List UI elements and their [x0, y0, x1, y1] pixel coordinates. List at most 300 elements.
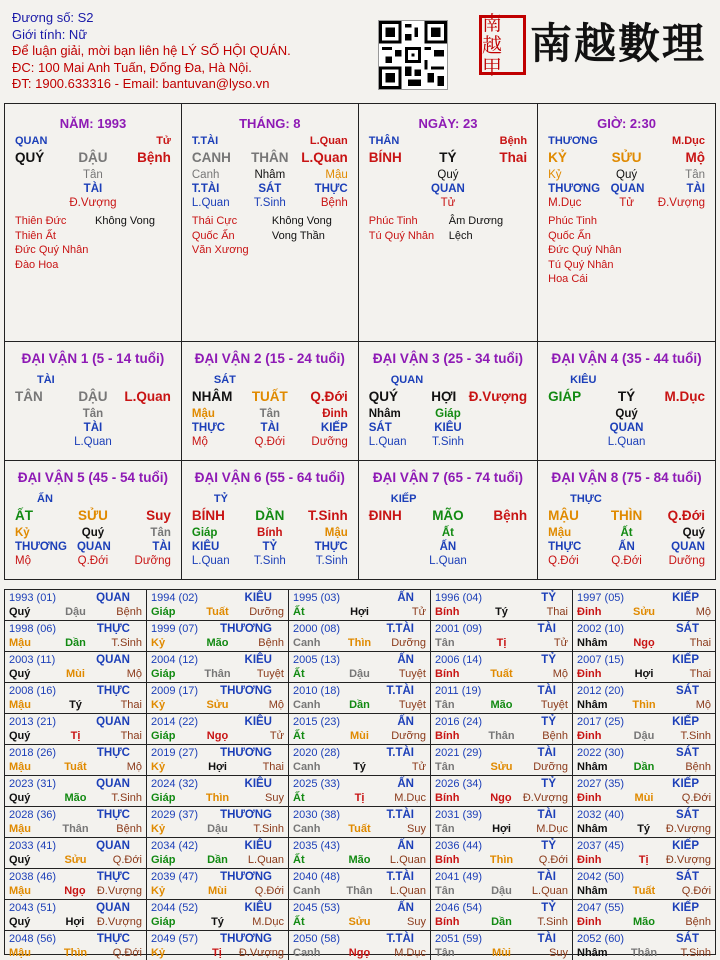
dai-van-life-stage-0: Mộ — [191, 436, 208, 448]
year-detail — [151, 729, 284, 743]
year-header — [9, 870, 142, 884]
year-detail — [9, 698, 142, 712]
year-header — [151, 715, 284, 729]
year-stem: Giáp — [151, 792, 176, 804]
logo-title: 南越數理 — [530, 19, 707, 68]
year-label: 1993 (01) — [9, 592, 57, 604]
year-label: 2011 (19) — [435, 685, 482, 697]
year-detail — [9, 822, 142, 836]
pillar-life-stage-0: L.Quan — [191, 197, 230, 209]
year-stem: Giáp — [151, 854, 176, 866]
dai-van-life-stage-1: L.Quan — [74, 436, 112, 448]
year-header — [293, 715, 426, 729]
year-detail — [293, 822, 426, 836]
year-stem: Đinh — [577, 668, 602, 680]
year-branch: Mùi — [492, 947, 511, 959]
year-cell — [289, 869, 431, 900]
year-detail — [435, 760, 568, 774]
year-life-stage: Suy — [407, 916, 426, 928]
pillar-hidden-gods-1: SÁT — [258, 183, 282, 195]
star-item: Vong Thần — [271, 229, 325, 242]
year-branch: Hợi — [350, 606, 369, 618]
year-ten-god: T.TÀI — [386, 871, 414, 883]
pillar-hidden-stems-2 — [477, 168, 527, 182]
year-life-stage: Tuyệt — [398, 668, 426, 680]
year-header — [9, 746, 142, 760]
year-header — [435, 746, 568, 760]
year-life-stage: Tử — [269, 730, 284, 742]
year-detail — [151, 853, 284, 867]
year-detail — [151, 636, 284, 650]
year-life-stage: M.Dục — [252, 916, 284, 928]
year-life-stage: Đ.Vượng — [96, 916, 142, 928]
year-stem: Tân — [435, 823, 455, 835]
year-ten-god: T.TÀI — [386, 747, 414, 759]
year-branch: Mùi — [208, 885, 227, 897]
year-branch: Dậu — [491, 885, 512, 897]
dai-van-hidden-stems-0: Giáp — [191, 526, 218, 539]
year-header — [293, 622, 426, 636]
year-label: 2025 (33) — [293, 778, 341, 790]
dai-van-hidden-gods — [186, 540, 354, 554]
dai-van-ten-god — [542, 492, 711, 506]
year-label: 2042 (50) — [577, 871, 625, 883]
dai-van-hidden-gods-2: THỰC — [314, 540, 348, 553]
year-cell — [5, 590, 147, 621]
year-detail — [9, 884, 142, 898]
year-ten-god: ẤN — [397, 778, 414, 790]
year-branch: Dậu — [633, 730, 655, 742]
year-stem: Canh — [293, 637, 321, 649]
year-branch: Thân — [204, 668, 231, 680]
dai-van-hidden-stems — [363, 526, 533, 540]
year-detail — [9, 946, 142, 960]
pillar-stem-branch — [9, 148, 177, 168]
year-branch: Hợi — [208, 761, 227, 773]
year-life-stage: Q.Đới — [112, 854, 142, 866]
year-ten-god: THỰC — [96, 623, 130, 635]
year-ten-god: THỰC — [96, 685, 130, 697]
year-detail — [435, 698, 568, 712]
year-life-stage: T.Sinh — [111, 792, 142, 804]
year-header — [577, 901, 711, 915]
year-branch: Thân — [346, 885, 373, 897]
stars-col-2 — [95, 214, 171, 272]
year-branch: Tý — [637, 823, 651, 835]
year-cell — [147, 776, 289, 807]
pillar-ten-god-1 — [423, 134, 473, 148]
year-branch: Ngọ — [348, 947, 371, 959]
year-header — [9, 901, 142, 915]
year-branch: Mão — [348, 854, 371, 866]
year-life-stage: Tử — [411, 761, 426, 773]
dai-van-stem-branch-1: TUẤT — [251, 389, 288, 404]
pillar-hidden-stems — [186, 168, 354, 182]
year-detail — [151, 760, 284, 774]
dai-van-hidden-stems-0: Kỷ — [15, 526, 30, 539]
dai-van-hidden-gods-2: KIẾP — [320, 422, 348, 434]
year-branch: Sửu — [64, 854, 87, 866]
year-branch: Tị — [496, 637, 507, 649]
year-stem: Tân — [435, 947, 455, 959]
pillar-stem-branch-2: Bệnh — [137, 150, 171, 165]
year-ten-god: ẤN — [397, 840, 414, 852]
year-label: 2030 (38) — [293, 809, 341, 821]
pillar-ten-god — [363, 134, 533, 148]
year-header — [151, 932, 284, 946]
year-header — [435, 591, 568, 605]
year-cell — [573, 652, 715, 683]
dai-van-hidden-stems-2: Tân — [150, 526, 171, 539]
year-life-stage: Q.Đới — [112, 947, 142, 959]
year-cell — [289, 590, 431, 621]
year-cell — [5, 776, 147, 807]
year-life-stage: Mộ — [268, 699, 284, 711]
pillar-hidden-gods — [363, 182, 533, 196]
dai-van-hidden-stems — [186, 526, 354, 540]
year-branch: Thân — [488, 730, 515, 742]
year-detail — [9, 853, 142, 867]
dai-van-ten-god-label: SÁT — [213, 374, 236, 386]
year-life-stage: Tử — [411, 606, 426, 618]
year-detail — [293, 729, 426, 743]
pillar-hidden-gods-0: THƯƠNG — [548, 183, 601, 195]
year-branch: Mùi — [350, 730, 369, 742]
year-branch: Tị — [354, 792, 365, 804]
year-label: 2007 (15) — [577, 654, 625, 666]
year-header — [9, 591, 142, 605]
pillar-stem-branch-1: SỬU — [611, 150, 642, 165]
year-detail — [577, 822, 711, 836]
dai-van-hidden-gods-0 — [548, 421, 598, 435]
dai-van-stem-branch-0: MẬU — [548, 507, 579, 523]
year-branch: Dần — [491, 916, 512, 928]
year-branch: Ngọ — [64, 885, 86, 897]
year-header — [577, 622, 711, 636]
star-item: Phúc Tinh — [368, 215, 418, 227]
year-ten-god: THỰC — [96, 747, 130, 759]
year-detail — [293, 884, 426, 898]
year-life-stage: M.Dục — [394, 792, 426, 804]
year-ten-god: T.TÀI — [386, 623, 414, 635]
dai-van-stem-branch-0: NHÂM — [191, 389, 233, 404]
star-item: Văn Xương — [191, 244, 249, 256]
pillar-ten-god-2: Tử — [156, 135, 171, 147]
star-item: Không Vong — [95, 215, 155, 227]
year-ten-god: THỰC — [96, 871, 130, 883]
star-item: Tú Quý Nhân — [548, 258, 614, 271]
star-item: Thái Cực — [191, 215, 238, 227]
year-cell — [147, 900, 289, 931]
year-ten-god: ẤN — [397, 902, 414, 914]
dai-van-stem-branch-1: THÌN — [610, 507, 643, 523]
year-life-stage: Mộ — [126, 668, 142, 680]
year-cell — [5, 869, 147, 900]
year-cell — [289, 776, 431, 807]
dai-van-hidden-stems — [9, 526, 177, 540]
year-branch: Thìn — [489, 854, 514, 866]
year-header — [435, 808, 568, 822]
dai-van-hidden-gods — [186, 421, 354, 435]
year-branch: Tý — [69, 699, 82, 711]
year-stem: Canh — [293, 885, 321, 897]
year-cell — [431, 652, 573, 683]
year-cell — [147, 869, 289, 900]
dai-van-ten-god — [363, 373, 533, 387]
year-label: 1997 (05) — [577, 592, 625, 604]
star-item: Quốc Ấn — [191, 229, 235, 242]
pillar-title: NGÀY: 23 — [418, 116, 478, 131]
year-label: 2051 (59) — [435, 933, 483, 945]
year-stem: Mậu — [9, 699, 31, 711]
year-cell — [573, 714, 715, 745]
year-detail — [435, 605, 568, 619]
year-ten-god: QUAN — [96, 902, 130, 914]
year-life-stage: Q.Đới — [681, 885, 712, 897]
year-cell — [147, 931, 289, 960]
pillar-life-stage-2 — [477, 196, 527, 210]
pillar-stem-branch-0: KỶ — [548, 150, 567, 165]
year-life-stage: Bệnh — [685, 761, 712, 773]
dai-van-stem-branch — [542, 387, 711, 407]
year-cell — [289, 838, 431, 869]
year-ten-god: KIẾP — [672, 654, 699, 666]
dai-van-life-stage-1: Q.Đới — [77, 554, 109, 567]
pillar-hidden-gods-0 — [15, 182, 65, 196]
dai-van-hidden-stems-1: Ất — [620, 526, 633, 539]
dai-van-stem-branch-2: Q.Đới — [667, 507, 705, 523]
year-cell — [431, 900, 573, 931]
dai-van-hidden-stems-2 — [477, 526, 527, 540]
pillar-ten-god-0: T.TÀI — [191, 135, 219, 147]
year-label: 2034 (42) — [151, 840, 199, 852]
dai-van-5 — [5, 461, 182, 580]
year-stem: Bính — [435, 668, 460, 680]
pillar-stars — [186, 214, 354, 258]
dai-van-hidden-stems-0 — [15, 407, 65, 421]
year-life-stage: Tử — [553, 637, 568, 649]
year-header — [293, 653, 426, 667]
year-label: 2020 (28) — [293, 747, 341, 759]
year-branch: Tị — [70, 730, 81, 742]
pillar-life-stage-2 — [121, 196, 171, 210]
year-life-stage: Dưỡng — [533, 761, 568, 773]
year-cell — [147, 683, 289, 714]
pillar-hidden-stems — [542, 168, 711, 182]
dai-van-hidden-stems-2: Quý — [682, 526, 705, 539]
year-ten-god: SÁT — [676, 871, 699, 883]
year-label: 1994 (02) — [151, 592, 199, 604]
year-stem: Đinh — [577, 854, 602, 866]
dai-van-hidden-stems-2: Đinh — [322, 408, 348, 420]
year-life-stage: Bệnh — [258, 637, 284, 649]
year-branch: Ngọ — [633, 637, 655, 649]
year-header — [435, 839, 568, 853]
year-detail — [577, 729, 711, 743]
year-cell — [573, 838, 715, 869]
stars-col-1 — [192, 214, 272, 258]
dai-van-hidden-gods-2 — [121, 421, 171, 435]
year-stem: Bính — [435, 792, 460, 804]
year-ten-god: THỰC — [96, 809, 130, 821]
pillar-stars — [9, 214, 177, 272]
year-branch: Sửu — [632, 606, 656, 618]
year-life-stage: Mộ — [695, 606, 712, 618]
dai-van-hidden-stems-1: Tân — [259, 408, 281, 420]
pillar-2 — [359, 104, 538, 342]
pillar-stem-branch-2: Thai — [499, 150, 528, 165]
year-header — [293, 591, 426, 605]
stars-col-1 — [15, 214, 95, 272]
year-cell — [5, 683, 147, 714]
dai-van-stem-branch — [9, 387, 177, 407]
year-label: 1996 (04) — [435, 592, 483, 604]
year-header — [577, 777, 711, 791]
year-stem: Mậu — [9, 637, 31, 649]
year-ten-god: SÁT — [676, 933, 699, 945]
year-header — [435, 901, 568, 915]
year-stem: Canh — [293, 699, 321, 711]
pillar-hidden-gods — [9, 182, 177, 196]
dai-van-hidden-stems — [186, 407, 354, 421]
dai-van-life-stage — [542, 554, 711, 568]
pillar-title: THÁNG: 8 — [239, 116, 301, 131]
pillar-hidden-stems-0 — [15, 168, 65, 182]
year-detail — [435, 667, 568, 681]
dai-van-life-stage-0: Q.Đới — [548, 554, 579, 567]
yearly-table — [4, 589, 716, 959]
red-seal-stamp: 南 越 甲 — [479, 15, 526, 75]
year-life-stage: Thai — [546, 606, 568, 618]
pillar-ten-god-0: THÂN — [368, 135, 400, 147]
year-label: 2052 (60) — [577, 933, 625, 945]
year-branch: Mão — [633, 916, 655, 928]
dai-van-life-stage-0 — [15, 435, 65, 449]
year-life-stage: Thai — [120, 699, 142, 711]
year-detail — [293, 853, 426, 867]
pillar-ten-god-0: THƯƠNG — [548, 135, 598, 147]
dai-van-3 — [359, 342, 538, 461]
year-header — [293, 901, 426, 915]
dai-van-stem-branch-1: HỢI — [431, 389, 457, 404]
year-header — [435, 777, 568, 791]
dai-van-hidden-stems — [542, 407, 711, 421]
year-stem: Mậu — [9, 885, 31, 897]
qr-code-icon — [378, 20, 448, 90]
year-label: 2038 (46) — [9, 871, 57, 883]
year-cell — [573, 683, 715, 714]
year-cell — [5, 714, 147, 745]
year-branch: Thìn — [205, 792, 230, 804]
pillar-hidden-stems-0: Kỷ — [548, 169, 562, 181]
year-cell — [5, 745, 147, 776]
year-header — [435, 932, 568, 946]
year-branch: Tý — [495, 606, 508, 618]
year-stem: Quý — [9, 730, 31, 742]
dai-van-stem-branch-2: Bệnh — [493, 507, 528, 523]
year-branch: Hợi — [492, 823, 511, 835]
dai-van-stem-branch-1: TÝ — [617, 389, 636, 404]
dai-van-stem-branch — [9, 506, 177, 526]
pillar-ten-god-1 — [245, 134, 295, 148]
dai-van-2 — [182, 342, 359, 461]
year-stem: Nhâm — [577, 761, 608, 773]
pillar-stem-branch-0: QUÝ — [15, 150, 45, 165]
year-label: 2035 (43) — [293, 840, 341, 852]
year-label: 2029 (37) — [151, 809, 199, 821]
year-detail — [9, 791, 142, 805]
year-header — [9, 653, 142, 667]
year-stem: Nhâm — [577, 699, 608, 711]
pillar-hidden-stems-1: Nhâm — [254, 169, 286, 181]
year-detail — [577, 884, 711, 898]
dai-van-4 — [538, 342, 715, 461]
year-detail — [577, 636, 711, 650]
pillar-ten-god-2: M.Dục — [672, 135, 705, 147]
pillar-hidden-gods — [186, 182, 354, 196]
pillar-stem-branch-2: L.Quan — [301, 150, 348, 165]
year-label: 2032 (40) — [577, 809, 625, 821]
year-detail — [577, 605, 711, 619]
year-header — [577, 808, 711, 822]
year-label: 2003 (11) — [9, 654, 56, 666]
year-header — [151, 901, 284, 915]
year-label: 2033 (41) — [9, 840, 57, 852]
dai-van-hidden-gods-2 — [477, 540, 527, 554]
year-ten-god: T.TÀI — [386, 809, 414, 821]
year-life-stage: L.Quan — [389, 854, 426, 866]
year-branch: Thân — [62, 823, 89, 835]
year-detail — [293, 698, 426, 712]
dai-van-life-stage-0: L.Quan — [191, 554, 230, 567]
year-ten-god: KIÊU — [244, 716, 272, 728]
year-label: 2046 (54) — [435, 902, 483, 914]
year-header — [9, 622, 142, 636]
dai-van-title: ĐẠI VẬN 6 (55 - 64 tuổi) — [194, 469, 345, 485]
pillar-hidden-stems-1: Tân — [83, 169, 103, 181]
pillar-hidden-stems-2: Mậu — [325, 169, 348, 181]
year-ten-god: QUAN — [96, 654, 130, 666]
year-branch: Tý — [211, 916, 224, 928]
year-detail — [151, 667, 284, 681]
dai-van-ten-god-label: QUAN — [390, 374, 424, 386]
year-cell — [573, 745, 715, 776]
dai-van-ten-god-label: TỶ — [213, 492, 228, 505]
dai-van-hidden-gods-2: QUAN — [671, 540, 705, 553]
pillar-hidden-gods-1: QUAN — [431, 183, 465, 195]
year-header — [151, 777, 284, 791]
year-branch: Sửu — [206, 699, 229, 711]
year-ten-god: T.TÀI — [386, 685, 414, 697]
year-stem: Giáp — [151, 916, 176, 928]
year-life-stage: Bệnh — [116, 606, 142, 618]
pillar-life-stage-0 — [15, 196, 65, 210]
dai-van-hidden-stems-0: Mậu — [191, 408, 215, 420]
year-header — [293, 746, 426, 760]
year-ten-god: QUAN — [96, 778, 130, 790]
year-stem: Kỷ — [151, 699, 166, 711]
dai-van-stem-branch-1: MÃO — [432, 507, 464, 523]
year-branch: Tuất — [348, 823, 371, 835]
year-label: 2048 (56) — [9, 933, 57, 945]
year-life-stage: Mộ — [552, 668, 568, 680]
year-label: 2045 (53) — [293, 902, 341, 914]
stars-col-2 — [449, 214, 527, 243]
year-branch: Hợi — [65, 916, 85, 928]
year-ten-god: ẤN — [397, 716, 414, 728]
year-header — [577, 746, 711, 760]
year-cell — [5, 621, 147, 652]
